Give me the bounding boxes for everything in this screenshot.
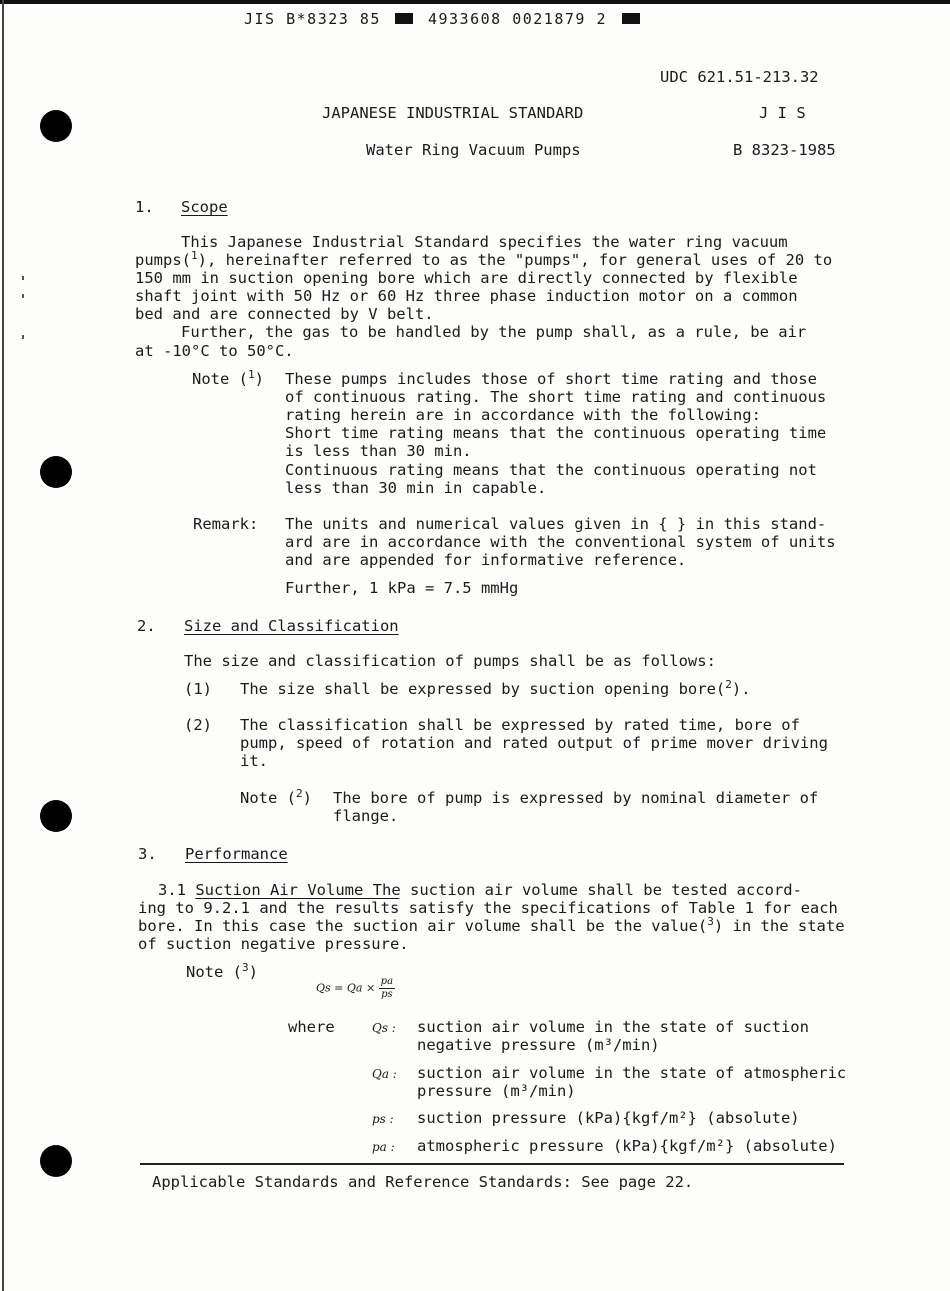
page-title: Water Ring Vacuum Pumps: [366, 141, 581, 159]
definition-line: atmospheric pressure (kPa){kgf/m²} (absolute): [417, 1137, 837, 1155]
footer-reference: Applicable Standards and Reference Standards: See page 22.: [152, 1173, 694, 1191]
section-1-number: 1.: [135, 198, 154, 216]
udc-number: UDC 621.51-213.32: [660, 68, 819, 86]
subsection-line: 3.1 Suction Air Volume The suction air volume shall be tested accord-: [158, 881, 802, 899]
scope-line: Further, the gas to be handled by the pump shall, as a rule, be air: [181, 323, 807, 341]
margin-mark: [22, 335, 24, 339]
code-block-mark: [622, 13, 640, 24]
standard-number: B 8323-1985: [733, 141, 836, 159]
note-1-line: Continuous rating means that the continuous operating not: [285, 461, 817, 479]
list-item-text: pump, speed of rotation and rated output of prime mover driving: [240, 734, 828, 752]
note-1-line: is less than 30 min.: [285, 442, 472, 460]
definition-line: suction air volume in the state of suction: [417, 1018, 809, 1036]
note-1-line: rating herein are in accordance with the following:: [285, 406, 761, 424]
remark-line: The units and numerical values given in { } in this stand-: [285, 515, 827, 533]
section-1-heading: Scope: [181, 198, 228, 216]
formula-fraction: $\frac{pa}{ps}$: [380, 976, 394, 1000]
section-3-heading: Performance: [185, 845, 288, 863]
remark-label: Remark:: [193, 515, 259, 533]
footer-divider: [140, 1163, 844, 1165]
scope-line: pumps($^1$), hereinafter referred to as the "pumps", for general uses of 20 to: [135, 249, 833, 269]
section-2-number: 2.: [137, 617, 156, 635]
symbol-qs: Qs :: [372, 1021, 396, 1035]
punch-hole: [40, 1145, 72, 1177]
symbol-pa: pa :: [372, 1140, 395, 1154]
definition-line: suction air volume in the state of atmospheric: [417, 1064, 847, 1082]
subsection-line: bore. In this case the suction air volume shall be the value($^3$) in the state: [138, 915, 845, 935]
punch-hole: [40, 110, 72, 142]
list-item-text: The size shall be expressed by suction opening bore($^2$).: [240, 678, 751, 698]
definition-line: pressure (m³/min): [417, 1082, 576, 1100]
standard-body: JAPANESE INDUSTRIAL STANDARD: [322, 104, 584, 122]
section-2-intro: The size and classification of pumps shall be as follows:: [184, 652, 716, 670]
left-page-edge: [2, 0, 4, 1291]
punch-hole: [40, 800, 72, 832]
note-3-label: Note ($^3$): [186, 961, 258, 981]
remark-conversion: Further, 1 kPa = 7.5 mmHg: [285, 579, 519, 597]
scope-line: shaft joint with 50 Hz or 60 Hz three phase induction motor on a common: [135, 287, 798, 305]
note-1-line: less than 30 min in capable.: [285, 479, 547, 497]
section-3-number: 3.: [138, 845, 157, 863]
note-1-label: Note ($^1$): [192, 368, 264, 388]
where-label: where: [288, 1018, 335, 1036]
scope-line: at -10°C to 50°C.: [135, 342, 294, 360]
note-1-line: Short time rating means that the continuous operating time: [285, 424, 827, 442]
margin-mark: [22, 276, 24, 280]
list-item-text: The classification shall be expressed by rated time, bore of: [240, 716, 800, 734]
document-code-line: [244, 10, 644, 28]
remark-line: ard are in accordance with the conventional system of units: [285, 533, 836, 551]
note-2-label: Note ($^2$): [240, 787, 312, 807]
jis-mark: J I S: [759, 104, 806, 122]
subsection-line: ing to 9.2.1 and the results satisfy the specifications of Table 1 for each: [138, 899, 838, 917]
scope-line: This Japanese Industrial Standard specifies the water ring vacuum: [181, 233, 788, 251]
code-part2: 4933608 0021879 2: [427, 10, 607, 28]
code-part1: JIS B*8323 85: [244, 10, 381, 28]
subsection-heading: Suction Air Volume: [195, 881, 364, 899]
margin-mark: [22, 294, 24, 298]
note-2-line: flange.: [333, 807, 399, 825]
remark-line: and are appended for informative reference.: [285, 551, 687, 569]
scope-line: 150 mm in suction opening bore which are directly connected by flexible: [135, 269, 798, 287]
subsection-line: of suction negative pressure.: [138, 935, 409, 953]
punch-hole: [40, 456, 72, 488]
scope-line: bed and are connected by V belt.: [135, 305, 434, 323]
symbol-ps: ps :: [372, 1112, 394, 1126]
list-item-number: (1): [184, 680, 212, 698]
formula: [316, 976, 395, 1001]
code-block-mark: [395, 13, 413, 24]
list-item-number: (2): [184, 716, 212, 734]
formula-lhs: Qs = Qa ×: [316, 981, 376, 995]
section-2-heading: Size and Classification: [184, 617, 399, 635]
symbol-qa: Qa :: [372, 1067, 397, 1081]
definition-line: negative pressure (m³/min): [417, 1036, 660, 1054]
top-edge-bar: [0, 0, 950, 4]
note-2-line: The bore of pump is expressed by nominal diameter of: [333, 789, 819, 807]
list-item-text: it.: [240, 752, 268, 770]
definition-line: suction pressure (kPa){kgf/m²} (absolute): [417, 1109, 800, 1127]
note-1-line: of continuous rating. The short time rating and continuous: [285, 388, 827, 406]
note-1-line: These pumps includes those of short time rating and those: [285, 370, 817, 388]
